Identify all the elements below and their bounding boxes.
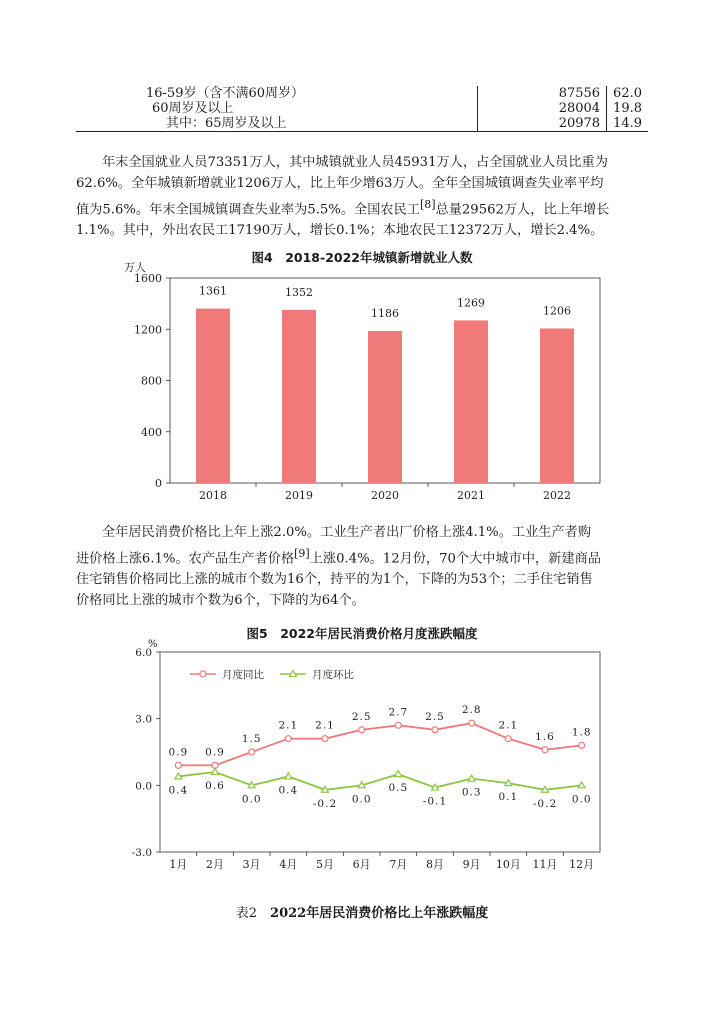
bar [368, 331, 402, 483]
x-tick-label: 2021 [457, 489, 485, 502]
data-label: 2.1 [278, 719, 299, 732]
fig5-title: 图5 2022年居民消费价格月度涨跌幅度 [246, 626, 478, 641]
row-percent: 14.9 [607, 116, 648, 132]
x-tick-label: 2022 [543, 489, 571, 502]
legend-label: 月度环比 [312, 669, 354, 681]
data-label: 2.5 [351, 710, 372, 723]
x-tick-label: 3月 [242, 858, 261, 871]
para1-line3: 值为5.6%。年末全国城镇调查失业率为5.5%。全国农民工[8]总量29562万人，比上年增长 [76, 198, 610, 218]
y-tick-label: 400 [141, 425, 162, 439]
x-tick-label: 8月 [426, 858, 444, 871]
x-tick-label: 2019 [285, 489, 313, 502]
para2-line2: 进价格上涨6.1%。农产品生产者价格[9]上涨0.4%。12月份，70个大中城市中，新建商品 [76, 547, 601, 567]
y-tick-label: 800 [141, 374, 162, 388]
legend-marker [200, 671, 206, 677]
x-tick-label: 6月 [352, 858, 371, 871]
y-axis-unit: % [148, 639, 158, 650]
para1-line1: 年末全国就业人员73351万人，其中城镇就业人员45931万人，占全国就业人员比重为 [102, 155, 608, 170]
data-label: 0.6 [205, 780, 225, 792]
data-label: 0.0 [351, 793, 372, 806]
x-tick-label: 11月 [532, 858, 558, 871]
data-label: 0.3 [461, 786, 482, 799]
data-label: 2.1 [315, 719, 335, 732]
row-count: 20978 [478, 116, 607, 132]
y-tick-label: 3.0 [135, 713, 152, 726]
data-point [395, 771, 402, 777]
x-tick-label: 9月 [462, 858, 481, 871]
x-tick-label: 10月 [495, 858, 521, 871]
fig4-title: 图4 2018-2022年城镇新增就业人数 [251, 250, 473, 265]
para1-line2: 62.6%。全年城镇新增就业1206万人，比上年少增63万人。全年全国城镇调查失业率平均 [76, 176, 604, 191]
data-label: 0.0 [571, 793, 592, 806]
y-axis-unit: 万人 [124, 261, 146, 274]
footnote-8[interactable]: [8] [419, 198, 436, 211]
data-point [505, 736, 511, 742]
data-label: 0.0 [241, 793, 262, 806]
row-percent: 19.8 [613, 101, 642, 116]
para2-line4: 价格同比上涨的城市个数为6个，下降的为64个。 [76, 593, 365, 609]
data-label: 1.8 [571, 726, 592, 739]
y-tick-label: -3.0 [131, 847, 152, 859]
bar-value-label: 1186 [371, 307, 399, 321]
y-tick-label: 6.0 [135, 647, 152, 659]
x-tick-label: 1月 [169, 858, 188, 871]
employment-paragraph [76, 152, 648, 241]
row-label: 60周岁及以上 [76, 101, 478, 116]
data-point [285, 736, 291, 742]
y-tick-label: 1200 [134, 323, 162, 337]
x-tick-label: 2018 [199, 489, 227, 502]
bar-value-label: 1206 [543, 304, 571, 318]
data-point [359, 727, 365, 733]
data-label: 2.1 [498, 719, 519, 732]
x-tick-label: 12月 [569, 858, 595, 871]
data-label: 2.8 [461, 704, 482, 717]
y-tick-label: 1600 [134, 272, 162, 285]
data-point [322, 736, 328, 742]
data-label: 0.5 [388, 782, 409, 795]
row-percent: 62.0 [613, 86, 642, 101]
table2-caption: 表2 2022年居民消费价格比上年涨跌幅度 [235, 906, 489, 921]
data-label: 0.9 [168, 746, 189, 759]
data-label: 0.4 [168, 784, 189, 797]
data-label: -0.2 [312, 797, 338, 810]
x-tick-label: 4月 [279, 858, 298, 871]
x-tick-label: 2020 [371, 489, 399, 502]
x-tick-label: 7月 [389, 858, 408, 871]
data-point [175, 762, 181, 768]
y-tick-label: 0 [155, 477, 162, 490]
data-label: 2.5 [425, 710, 445, 723]
data-label: 2.7 [388, 706, 409, 719]
x-tick-label: 5月 [316, 858, 334, 871]
row-count: 28004 [478, 101, 607, 116]
footnote-9[interactable]: [9] [294, 547, 310, 560]
para2-line1: 全年居民消费价格比上年上涨2.0%。工业生产者出厂价格上涨4.1%。工业生产者购 [102, 525, 592, 540]
data-label: 0.4 [278, 784, 299, 797]
table-row [76, 86, 648, 101]
series-line [178, 772, 581, 790]
data-point [395, 722, 401, 728]
y-tick-label: 0.0 [135, 780, 152, 793]
row-count: 87556 [478, 86, 607, 101]
bar-value-label: 1269 [457, 296, 485, 310]
data-label: 0.9 [205, 746, 225, 759]
data-point [469, 720, 475, 726]
data-point [579, 742, 585, 748]
plot-frame [160, 652, 600, 852]
series-line [178, 723, 581, 765]
para1-line4: 1.1%。其中，外出农民工17190万人，增长0.1%；本地农民工12372万人，增长2.4%。 [76, 223, 604, 239]
bar [282, 310, 316, 483]
data-point [432, 727, 438, 733]
price-paragraph [76, 522, 648, 611]
table-row [76, 116, 648, 132]
population-table [76, 86, 648, 132]
data-label: 1.5 [241, 733, 262, 745]
x-tick-label: 2月 [206, 858, 224, 871]
bar-value-label: 1361 [199, 284, 227, 298]
fig5-line-chart [110, 632, 610, 877]
data-label: -0.2 [532, 797, 558, 810]
table-row [76, 101, 648, 116]
data-point [542, 747, 548, 753]
data-label: -0.1 [422, 795, 448, 808]
para2-line3: 住宅销售价格同比上涨的城市个数为16个，持平的为1个，下降的为53个；二手住宅销售 [76, 572, 593, 588]
bar [454, 320, 488, 483]
data-label: 1.6 [535, 730, 555, 743]
fig4-bar-chart [110, 256, 610, 506]
row-label: 其中：65周岁及以上 [76, 116, 478, 132]
bar-value-label: 1352 [285, 285, 313, 299]
data-point [285, 773, 292, 779]
data-point [249, 749, 255, 755]
legend-label: 月度同比 [222, 669, 264, 681]
row-label: 16-59岁（含不满60周岁） [76, 86, 478, 101]
data-label: 0.1 [498, 791, 519, 804]
bar [196, 309, 230, 483]
bar [540, 328, 574, 483]
